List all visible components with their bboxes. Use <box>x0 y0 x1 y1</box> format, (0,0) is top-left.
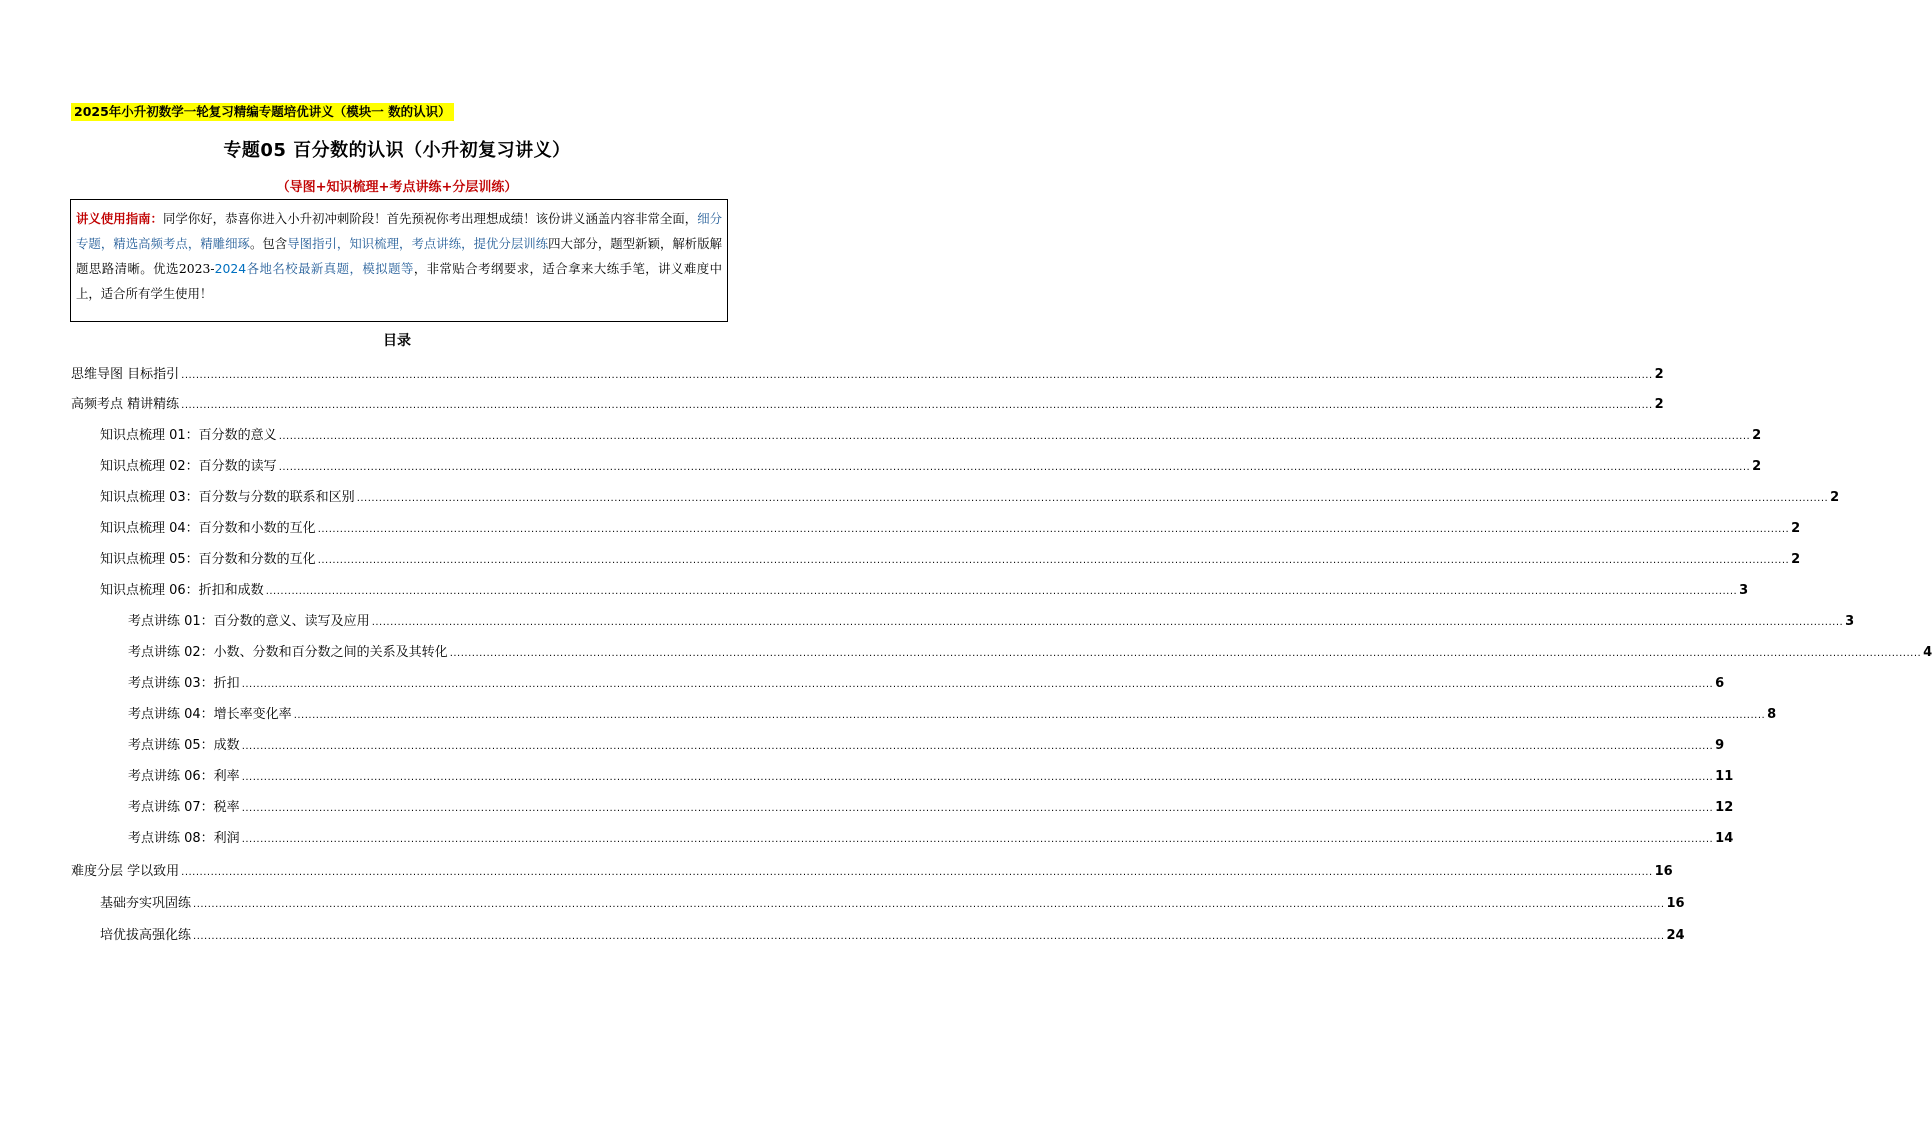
toc-leader-dots: ................................................................................................................................................................................................................................................................................................................................................................................................................ <box>241 772 1714 783</box>
toc-page-number: 12 <box>1715 800 1734 815</box>
toc-entry-text: 考点讲练 08：利润 <box>128 831 240 846</box>
toc-entry[interactable] <box>71 365 1664 385</box>
toc-leader-dots: ................................................................................................................................................................................................................................................................................................................................................................................................................ <box>317 524 1790 535</box>
toc-page-number: 2 <box>1791 552 1801 567</box>
toc-page-number: 9 <box>1715 738 1725 753</box>
guide-year: 2024 <box>214 261 247 276</box>
toc-entry-text: 知识点梳理 01：百分数的意义 <box>100 428 277 443</box>
guide-text-1: 同学你好，恭喜你进入小升初冲刺阶段！首先预祝你考出理想成绩！该份讲义涵盖内容非常全面， <box>162 211 698 226</box>
toc-page-number: 14 <box>1715 831 1734 846</box>
toc-entry[interactable] <box>128 798 1734 818</box>
guide-text-3: 四大部分，题型新颖，解析版解题思路清晰。优选2023- <box>76 236 723 276</box>
toc-leader-dots: ................................................................................................................................................................................................................................................................................................................................................................................................................ <box>241 803 1714 814</box>
toc-page-number: 2 <box>1791 521 1801 536</box>
toc-entry-text: 知识点梳理 06：折扣和成数 <box>100 583 264 598</box>
toc-entry-text: 难度分层 学以致用 <box>71 864 180 879</box>
toc-page-number: 6 <box>1715 676 1725 691</box>
toc-leader-dots: ................................................................................................................................................................................................................................................................................................................................................................................................................ <box>181 400 1653 411</box>
toc-leader-dots: ................................................................................................................................................................................................................................................................................................................................................................................................................ <box>317 555 1790 566</box>
toc-entry-text: 考点讲练 03：折扣 <box>128 676 240 691</box>
toc-title: 目录 <box>383 333 411 349</box>
toc-leader-dots: ................................................................................................................................................................................................................................................................................................................................................................................................................ <box>278 431 1751 442</box>
toc-entry-text: 知识点梳理 03：百分数与分数的联系和区别 <box>100 490 355 505</box>
toc-page-number: 16 <box>1654 864 1673 879</box>
toc-leader-dots: ................................................................................................................................................................................................................................................................................................................................................................................................................ <box>265 586 1738 597</box>
toc-entry[interactable] <box>100 519 1801 539</box>
usage-guide-box <box>70 199 728 322</box>
toc-entry[interactable] <box>100 926 1685 946</box>
toc-entry[interactable] <box>100 550 1801 570</box>
toc-entry[interactable] <box>128 643 1932 663</box>
toc-leader-dots: ................................................................................................................................................................................................................................................................................................................................................................................................................ <box>181 370 1653 381</box>
toc-leader-dots: ................................................................................................................................................................................................................................................................................................................................................................................................................ <box>293 710 1766 721</box>
toc-leader-dots: ................................................................................................................................................................................................................................................................................................................................................................................................................ <box>181 867 1653 878</box>
guide-highlight-3: 各地名校最新真题，模拟题等 <box>246 261 414 276</box>
toc-page-number: 2 <box>1752 459 1762 474</box>
toc-entry[interactable] <box>128 736 1725 756</box>
toc-page-number: 2 <box>1654 397 1664 412</box>
toc-entry-text: 考点讲练 07：税率 <box>128 800 240 815</box>
toc-entry[interactable] <box>71 862 1673 882</box>
toc-entry[interactable] <box>100 426 1762 446</box>
toc-entry[interactable] <box>100 894 1685 914</box>
document-subtitle: （导图+知识梳理+考点讲练+分层训练） <box>276 180 518 195</box>
toc-entry-text: 考点讲练 01：百分数的意义、读写及应用 <box>128 614 370 629</box>
toc-page-number: 3 <box>1739 583 1749 598</box>
toc-entry[interactable] <box>100 488 1840 508</box>
toc-entry-text: 考点讲练 05：成数 <box>128 738 240 753</box>
toc-leader-dots: ................................................................................................................................................................................................................................................................................................................................................................................................................ <box>193 899 1665 910</box>
guide-highlight-2: 导图指引，知识梳理，考点讲练，提优分层训练 <box>287 236 549 251</box>
toc-leader-dots: ................................................................................................................................................................................................................................................................................................................................................................................................................ <box>371 617 1844 628</box>
document-title: 专题05 百分数的认识（小升初复习讲义） <box>223 140 571 161</box>
toc-entry-text: 知识点梳理 04：百分数和小数的互化 <box>100 521 316 536</box>
toc-leader-dots: ................................................................................................................................................................................................................................................................................................................................................................................................................ <box>356 493 1829 504</box>
toc-leader-dots: ................................................................................................................................................................................................................................................................................................................................................................................................................ <box>241 741 1714 752</box>
toc-entry[interactable] <box>128 829 1734 849</box>
guide-text-4: ，非常贴合考纲要求，适合拿来大练手笔，讲义难度中上，适合所有学生使用！ <box>76 261 722 301</box>
toc-entry-text: 考点讲练 02：小数、分数和百分数之间的关系及其转化 <box>128 645 448 660</box>
toc-entry[interactable] <box>128 612 1855 632</box>
toc-page-number: 16 <box>1666 896 1685 911</box>
toc-leader-dots: ................................................................................................................................................................................................................................................................................................................................................................................................................ <box>241 679 1714 690</box>
guide-highlight-1: 细分专题，精选高频考点，精雕细琢 <box>76 211 723 251</box>
toc-page-number: 4 <box>1923 645 1932 660</box>
toc-entry-text: 基础夯实巩固练 <box>100 896 192 911</box>
toc-entry-text: 培优拔高强化练 <box>100 928 192 943</box>
toc-entry[interactable] <box>100 457 1762 477</box>
toc-page-number: 8 <box>1767 707 1777 722</box>
toc-leader-dots: ................................................................................................................................................................................................................................................................................................................................................................................................................ <box>449 648 1922 659</box>
toc-page-number: 3 <box>1845 614 1855 629</box>
toc-entry[interactable] <box>100 581 1749 601</box>
toc-entry-text: 考点讲练 04：增长率变化率 <box>128 707 292 722</box>
toc-entry-text: 考点讲练 06：利率 <box>128 769 240 784</box>
toc-page-number: 11 <box>1715 769 1734 784</box>
toc-page-number: 24 <box>1666 928 1685 943</box>
toc-entry-text: 知识点梳理 05：百分数和分数的互化 <box>100 552 316 567</box>
guide-label: 讲义使用指南： <box>76 211 163 226</box>
toc-entry[interactable] <box>128 705 1777 725</box>
toc-leader-dots: ................................................................................................................................................................................................................................................................................................................................................................................................................ <box>278 462 1751 473</box>
toc-entry[interactable] <box>128 674 1725 694</box>
toc-entry-text: 知识点梳理 02：百分数的读写 <box>100 459 277 474</box>
guide-text-2: 。包含 <box>249 236 288 251</box>
toc-page-number: 2 <box>1654 367 1664 382</box>
toc-page-number: 2 <box>1752 428 1762 443</box>
toc-entry-text: 高频考点 精讲精练 <box>71 397 180 412</box>
toc-entry-text: 思维导图 目标指引 <box>71 367 180 382</box>
toc-leader-dots: ................................................................................................................................................................................................................................................................................................................................................................................................................ <box>241 834 1714 845</box>
series-banner: 2025年小升初数学一轮复习精编专题培优讲义（模块一 数的认识） <box>71 103 454 121</box>
toc-entry[interactable] <box>71 395 1664 415</box>
toc-page-number: 2 <box>1830 490 1840 505</box>
toc-entry[interactable] <box>128 767 1734 787</box>
toc-leader-dots: ................................................................................................................................................................................................................................................................................................................................................................................................................ <box>193 931 1665 942</box>
